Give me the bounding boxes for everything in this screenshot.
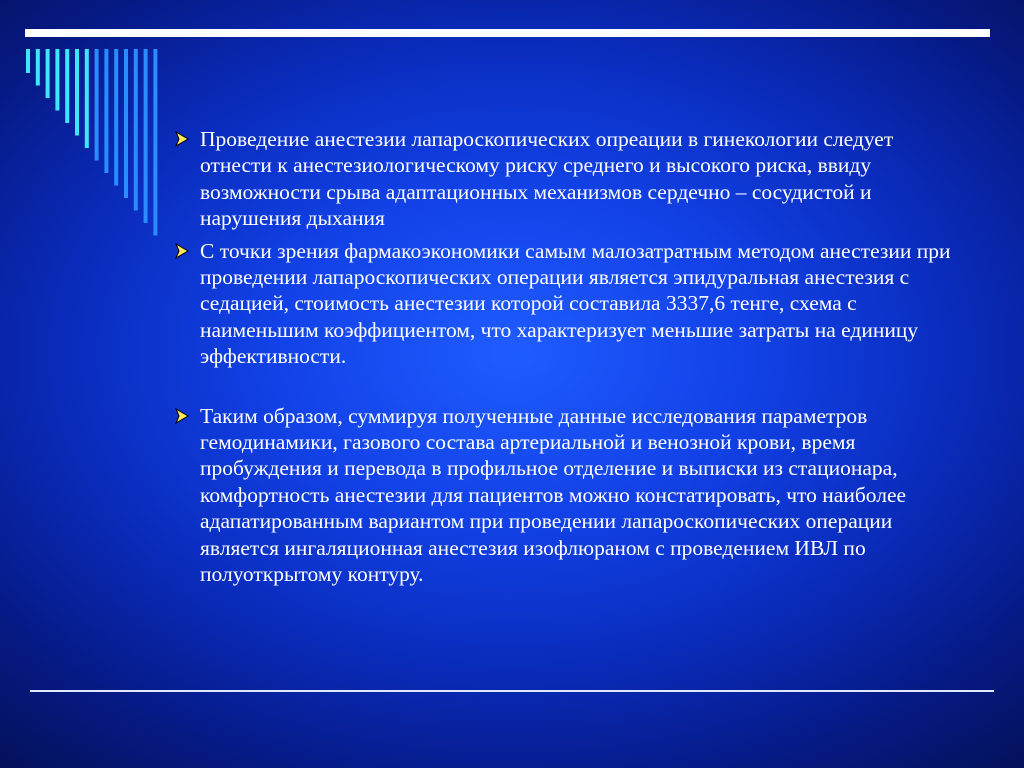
decorative-bar xyxy=(124,49,128,198)
decorative-bar xyxy=(26,49,30,73)
decorative-bar xyxy=(114,49,118,186)
bullet-item-3 xyxy=(174,403,964,588)
decorative-bar xyxy=(95,49,99,161)
decorative-bar xyxy=(134,49,138,211)
decorative-bar xyxy=(55,49,59,111)
arrow-bullet-icon xyxy=(174,126,198,152)
decorative-bar xyxy=(75,49,79,136)
bullet-item-2 xyxy=(174,238,964,370)
bottom-divider-line xyxy=(30,690,994,692)
decorative-bar xyxy=(104,49,108,173)
arrow-bullet-icon xyxy=(174,403,198,429)
arrow-bullet-icon xyxy=(174,238,198,264)
decorative-bar xyxy=(144,49,148,223)
top-divider-line xyxy=(25,29,990,37)
decorative-bar xyxy=(46,49,50,98)
decorative-bar xyxy=(36,49,40,86)
decorative-bars xyxy=(26,49,166,249)
decorative-bar xyxy=(153,49,157,236)
bullet-text-2: С точки зрения фармакоэкономики самым малозатратным методом анестезии при проведении лапароскопических операции является эпидуральная анестезия с седацией, стоимость анестезии которой составила 3337,6 тенге, схема с наименьшим коэффициентом, что характеризует меньшие затраты на единицу эффективности. xyxy=(200,238,951,369)
bullet-text-3: Таким образом, суммируя полученные данные исследования параметров гемодинамики, газового состава артериальной и венозной крови, время пробуждения и перевода в профильное отделение и выписки из стационара, комфортность анестезии для пациентов можно констатировать, что наиболее адапатированным вариантом при проведении лапароскопических операции является ингаляционная анестезия изофлюраном с проведением ИВЛ по полуоткрытому контуру. xyxy=(200,403,907,587)
decorative-bar xyxy=(85,49,89,148)
slide-body xyxy=(174,126,964,588)
decorative-bar xyxy=(65,49,69,123)
bullet-item-1 xyxy=(174,126,964,232)
bullet-text-1: Проведение анестезии лапароскопических опреации в гинекологии следует отнести к анестезиологическому риску среднего и высокого риска, ввиду возможности срыва адаптационных механизмов сердечно – сосудистой и нарушения дыхания xyxy=(200,127,894,231)
decorative-bars-graphic xyxy=(26,49,166,249)
